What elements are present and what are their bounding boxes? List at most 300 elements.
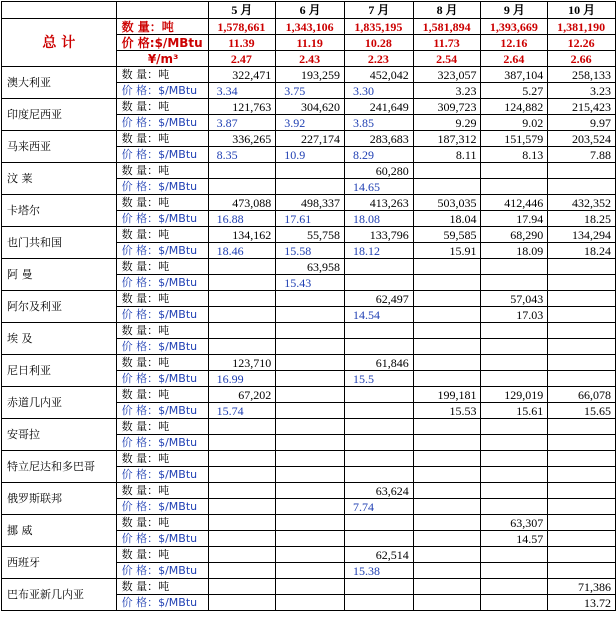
price-label: 价 格：$/MBtu: [116, 275, 208, 291]
quantity-cell: [413, 419, 481, 435]
price-cell: [481, 595, 548, 611]
price-label: 价 格：$/MBtu: [116, 563, 208, 579]
price-cell: 3.34: [208, 83, 276, 99]
price-cell: 15.58: [276, 243, 345, 259]
price-cell: [481, 499, 548, 515]
quantity-label: 数 量：吨: [116, 163, 208, 179]
quantity-cell: 63,624: [345, 483, 414, 499]
price-cell: 18.09: [481, 243, 548, 259]
price-cell: [548, 179, 616, 195]
price-label: 价 格：$/MBtu: [116, 467, 208, 483]
quantity-cell: [276, 419, 345, 435]
total-price-value: 12.26: [548, 35, 616, 51]
price-cell: 18.12: [345, 243, 414, 259]
total-quantity-value: 1,393,669: [481, 19, 548, 35]
country-quantity-row: [2, 99, 616, 115]
price-cell: 13.72: [548, 595, 616, 611]
price-label: 价 格：$/MBtu: [116, 339, 208, 355]
price-cell: [481, 467, 548, 483]
month-header: 7 月: [345, 2, 414, 19]
quantity-cell: [276, 515, 345, 531]
country-name: 巴布亚新几内亚: [2, 579, 117, 611]
price-cell: 18.24: [548, 243, 616, 259]
quantity-cell: 283,683: [345, 131, 414, 147]
month-header: 9 月: [481, 2, 548, 19]
quantity-cell: 322,471: [208, 67, 276, 83]
price-cell: [208, 499, 276, 515]
country-quantity-row: [2, 67, 616, 83]
quantity-label: 数 量：吨: [116, 547, 208, 563]
quantity-label: 数 量：吨: [116, 131, 208, 147]
quantity-cell: 124,882: [481, 99, 548, 115]
price-cell: 15.65: [548, 403, 616, 419]
price-cell: [345, 275, 414, 291]
price-cell: 3.87: [208, 115, 276, 131]
quantity-cell: [413, 259, 481, 275]
quantity-cell: [345, 451, 414, 467]
quantity-cell: [345, 259, 414, 275]
quantity-label: 数 量：吨: [116, 451, 208, 467]
price-cell: 8.29: [345, 147, 414, 163]
country-name: 尼日利亚: [2, 355, 117, 387]
total-rmb-value: 2.23: [345, 51, 414, 67]
country-quantity-row: [2, 483, 616, 499]
price-cell: 9.02: [481, 115, 548, 131]
lng-import-table: [1, 1, 616, 611]
country-name: 西班牙: [2, 547, 117, 579]
price-cell: 5.27: [481, 83, 548, 99]
quantity-cell: [208, 579, 276, 595]
total-price-value: 10.28: [345, 35, 414, 51]
quantity-cell: 215,423: [548, 99, 616, 115]
quantity-cell: [481, 419, 548, 435]
quantity-cell: 66,078: [548, 387, 616, 403]
quantity-cell: [276, 579, 345, 595]
quantity-cell: [345, 419, 414, 435]
total-price-value: 11.73: [413, 35, 481, 51]
country-quantity-row: [2, 227, 616, 243]
quantity-cell: [413, 515, 481, 531]
quantity-cell: 63,958: [276, 259, 345, 275]
quantity-cell: 241,649: [345, 99, 414, 115]
month-header: 5 月: [208, 2, 276, 19]
price-cell: 17.03: [481, 307, 548, 323]
quantity-cell: [413, 579, 481, 595]
price-label: 价 格：$/MBtu: [116, 403, 208, 419]
quantity-cell: 63,307: [481, 515, 548, 531]
quantity-cell: [276, 483, 345, 499]
price-cell: 15.61: [481, 403, 548, 419]
price-label: 价 格：$/MBtu: [116, 531, 208, 547]
quantity-cell: 129,019: [481, 387, 548, 403]
country-quantity-row: [2, 387, 616, 403]
quantity-cell: [548, 163, 616, 179]
country-name: 赤道几内亚: [2, 387, 117, 419]
price-cell: 7.74: [345, 499, 414, 515]
country-name: 印度尼西亚: [2, 99, 117, 131]
price-cell: [208, 563, 276, 579]
country-quantity-row: [2, 419, 616, 435]
quantity-cell: [276, 547, 345, 563]
price-cell: 3.92: [276, 115, 345, 131]
quantity-cell: [345, 579, 414, 595]
price-cell: [413, 563, 481, 579]
quantity-cell: 55,758: [276, 227, 345, 243]
price-cell: [345, 595, 414, 611]
price-cell: 3.23: [413, 83, 481, 99]
country-name: 特立尼达和多巴哥: [2, 451, 117, 483]
total-rmb-value: 2.54: [413, 51, 481, 67]
quantity-cell: 432,352: [548, 195, 616, 211]
quantity-cell: [208, 259, 276, 275]
quantity-cell: [481, 547, 548, 563]
quantity-label: 数 量：吨: [116, 291, 208, 307]
quantity-cell: [481, 579, 548, 595]
quantity-label: 数 量：吨: [116, 99, 208, 115]
quantity-cell: [548, 547, 616, 563]
price-label: 价 格：$/MBtu: [116, 435, 208, 451]
price-cell: 3.30: [345, 83, 414, 99]
price-cell: [345, 339, 414, 355]
quantity-cell: [548, 323, 616, 339]
price-cell: 8.11: [413, 147, 481, 163]
quantity-cell: [481, 259, 548, 275]
price-cell: [481, 179, 548, 195]
quantity-cell: 473,088: [208, 195, 276, 211]
quantity-cell: 227,174: [276, 131, 345, 147]
price-cell: [276, 531, 345, 547]
quantity-cell: 193,259: [276, 67, 345, 83]
quantity-cell: 62,514: [345, 547, 414, 563]
total-price-value: 11.39: [208, 35, 276, 51]
quantity-cell: 387,104: [481, 67, 548, 83]
price-cell: [548, 499, 616, 515]
price-cell: [413, 435, 481, 451]
quantity-cell: [413, 323, 481, 339]
price-cell: [548, 531, 616, 547]
price-cell: [413, 371, 481, 387]
quantity-cell: [548, 259, 616, 275]
quantity-cell: [413, 547, 481, 563]
price-label: 价 格：$/MBtu: [116, 115, 208, 131]
quantity-label: 数 量：吨: [116, 67, 208, 83]
total-quantity-value: 1,578,661: [208, 19, 276, 35]
country-name: 挪 威: [2, 515, 117, 547]
total-rmb-value: 2.47: [208, 51, 276, 67]
quantity-cell: [413, 291, 481, 307]
quantity-label: 数 量：吨: [116, 355, 208, 371]
total-price-value: 12.16: [481, 35, 548, 51]
price-cell: [413, 307, 481, 323]
price-cell: [276, 595, 345, 611]
price-cell: 18.08: [345, 211, 414, 227]
price-cell: [345, 531, 414, 547]
quantity-cell: 57,043: [481, 291, 548, 307]
quantity-cell: 413,263: [345, 195, 414, 211]
quantity-cell: 258,133: [548, 67, 616, 83]
price-cell: 8.13: [481, 147, 548, 163]
price-cell: 18.46: [208, 243, 276, 259]
price-cell: [345, 467, 414, 483]
quantity-cell: [208, 483, 276, 499]
price-cell: [548, 307, 616, 323]
price-cell: 15.53: [413, 403, 481, 419]
country-name: 马来西亚: [2, 131, 117, 163]
quantity-cell: 121,763: [208, 99, 276, 115]
quantity-cell: [276, 355, 345, 371]
quantity-cell: [548, 483, 616, 499]
total-rmb-value: 2.64: [481, 51, 548, 67]
total-quantity-value: 1,381,190: [548, 19, 616, 35]
quantity-cell: [481, 483, 548, 499]
quantity-cell: 203,524: [548, 131, 616, 147]
quantity-cell: [276, 387, 345, 403]
quantity-cell: [481, 323, 548, 339]
quantity-cell: [548, 515, 616, 531]
price-cell: [481, 435, 548, 451]
price-cell: [413, 467, 481, 483]
price-label: 价 格：$/MBtu: [116, 83, 208, 99]
quantity-cell: [481, 355, 548, 371]
price-cell: [208, 339, 276, 355]
quantity-cell: [208, 419, 276, 435]
total-rmb-label: ¥/m³: [116, 51, 208, 67]
quantity-cell: [345, 323, 414, 339]
quantity-cell: [345, 387, 414, 403]
quantity-cell: [208, 547, 276, 563]
total-quantity-label: 数 量：吨: [116, 19, 208, 35]
price-cell: 17.61: [276, 211, 345, 227]
quantity-cell: [413, 355, 481, 371]
price-cell: 15.91: [413, 243, 481, 259]
header-blank-label: [116, 2, 208, 19]
country-quantity-row: [2, 259, 616, 275]
quantity-cell: 498,337: [276, 195, 345, 211]
price-cell: [413, 179, 481, 195]
price-label: 价 格：$/MBtu: [116, 179, 208, 195]
quantity-cell: [276, 291, 345, 307]
price-cell: [481, 563, 548, 579]
quantity-cell: [276, 451, 345, 467]
quantity-cell: [208, 451, 276, 467]
country-name: 卡塔尔: [2, 195, 117, 227]
quantity-cell: [413, 451, 481, 467]
price-cell: [276, 339, 345, 355]
country-name: 埃 及: [2, 323, 117, 355]
price-cell: 3.23: [548, 83, 616, 99]
quantity-cell: 68,290: [481, 227, 548, 243]
total-price-value: 11.19: [276, 35, 345, 51]
country-name: 安哥拉: [2, 419, 117, 451]
price-label: 价 格：$/MBtu: [116, 147, 208, 163]
quantity-cell: 323,057: [413, 67, 481, 83]
month-header: 10 月: [548, 2, 616, 19]
country-quantity-row: [2, 579, 616, 595]
price-cell: [413, 339, 481, 355]
quantity-cell: [208, 515, 276, 531]
quantity-label: 数 量：吨: [116, 195, 208, 211]
price-cell: 3.75: [276, 83, 345, 99]
price-cell: [276, 307, 345, 323]
country-name: 澳大利亚: [2, 67, 117, 99]
price-cell: 14.54: [345, 307, 414, 323]
price-cell: [208, 307, 276, 323]
price-cell: 15.5: [345, 371, 414, 387]
quantity-label: 数 量：吨: [116, 259, 208, 275]
country-quantity-row: [2, 355, 616, 371]
country-name: 阿 曼: [2, 259, 117, 291]
price-label: 价 格：$/MBtu: [116, 371, 208, 387]
price-cell: [548, 339, 616, 355]
price-cell: [548, 467, 616, 483]
price-cell: [548, 371, 616, 387]
price-cell: [276, 179, 345, 195]
price-cell: 14.57: [481, 531, 548, 547]
quantity-cell: 412,446: [481, 195, 548, 211]
price-cell: 14.65: [345, 179, 414, 195]
price-cell: [208, 275, 276, 291]
quantity-cell: 503,035: [413, 195, 481, 211]
country-quantity-row: [2, 291, 616, 307]
price-cell: [276, 467, 345, 483]
quantity-cell: 67,202: [208, 387, 276, 403]
quantity-label: 数 量：吨: [116, 227, 208, 243]
price-cell: [276, 371, 345, 387]
quantity-cell: [276, 323, 345, 339]
quantity-cell: [208, 323, 276, 339]
total-rmb-value: 2.43: [276, 51, 345, 67]
quantity-cell: 199,181: [413, 387, 481, 403]
country-quantity-row: [2, 163, 616, 179]
country-name: 也门共和国: [2, 227, 117, 259]
price-cell: 17.94: [481, 211, 548, 227]
price-cell: [548, 275, 616, 291]
price-cell: [208, 531, 276, 547]
country-quantity-row: [2, 451, 616, 467]
price-label: 价 格：$/MBtu: [116, 499, 208, 515]
country-name: 俄罗斯联邦: [2, 483, 117, 515]
country-quantity-row: [2, 547, 616, 563]
quantity-cell: 336,265: [208, 131, 276, 147]
price-cell: [548, 435, 616, 451]
quantity-cell: [548, 451, 616, 467]
price-cell: 9.29: [413, 115, 481, 131]
price-label: 价 格：$/MBtu: [116, 595, 208, 611]
country-quantity-row: [2, 131, 616, 147]
country-quantity-row: [2, 323, 616, 339]
quantity-cell: 59,585: [413, 227, 481, 243]
quantity-cell: 62,497: [345, 291, 414, 307]
price-cell: 10.9: [276, 147, 345, 163]
price-cell: [345, 403, 414, 419]
price-cell: 16.99: [208, 371, 276, 387]
price-cell: [413, 499, 481, 515]
country-quantity-row: [2, 195, 616, 211]
country-quantity-row: [2, 515, 616, 531]
price-cell: 15.38: [345, 563, 414, 579]
header-row: [2, 2, 616, 19]
quantity-cell: [276, 163, 345, 179]
price-cell: [413, 531, 481, 547]
price-cell: [345, 435, 414, 451]
quantity-cell: [548, 291, 616, 307]
price-cell: [276, 499, 345, 515]
price-cell: 3.85: [345, 115, 414, 131]
quantity-cell: 61,846: [345, 355, 414, 371]
price-cell: [413, 595, 481, 611]
price-cell: [208, 467, 276, 483]
quantity-label: 数 量：吨: [116, 387, 208, 403]
quantity-cell: [481, 163, 548, 179]
quantity-cell: 134,294: [548, 227, 616, 243]
price-cell: [276, 403, 345, 419]
price-cell: 16.88: [208, 211, 276, 227]
quantity-cell: [548, 419, 616, 435]
total-quantity-row: [2, 19, 616, 35]
price-cell: [276, 563, 345, 579]
price-cell: [481, 371, 548, 387]
quantity-cell: 304,620: [276, 99, 345, 115]
price-cell: [481, 339, 548, 355]
quantity-label: 数 量：吨: [116, 323, 208, 339]
price-cell: [208, 595, 276, 611]
total-label: 总 计: [2, 19, 117, 67]
price-cell: [413, 275, 481, 291]
price-cell: [208, 435, 276, 451]
price-cell: 8.35: [208, 147, 276, 163]
total-quantity-value: 1,343,106: [276, 19, 345, 35]
price-cell: [208, 179, 276, 195]
price-cell: [276, 435, 345, 451]
total-price-label: 价 格:$/MBtu: [116, 35, 208, 51]
total-rmb-value: 2.66: [548, 51, 616, 67]
total-quantity-value: 1,835,195: [345, 19, 414, 35]
quantity-cell: [208, 291, 276, 307]
month-header: 8 月: [413, 2, 481, 19]
total-quantity-value: 1,581,894: [413, 19, 481, 35]
price-cell: 18.04: [413, 211, 481, 227]
price-cell: [548, 563, 616, 579]
quantity-cell: [548, 355, 616, 371]
quantity-cell: 151,579: [481, 131, 548, 147]
price-label: 价 格：$/MBtu: [116, 307, 208, 323]
quantity-label: 数 量：吨: [116, 483, 208, 499]
quantity-cell: 309,723: [413, 99, 481, 115]
quantity-cell: [413, 483, 481, 499]
quantity-cell: [413, 163, 481, 179]
quantity-label: 数 量：吨: [116, 579, 208, 595]
price-cell: 9.97: [548, 115, 616, 131]
quantity-cell: 71,386: [548, 579, 616, 595]
price-label: 价 格：$/MBtu: [116, 243, 208, 259]
quantity-cell: 123,710: [208, 355, 276, 371]
quantity-cell: 133,796: [345, 227, 414, 243]
price-cell: 15.74: [208, 403, 276, 419]
country-name: 汶 莱: [2, 163, 117, 195]
header-blank-country: [2, 2, 117, 19]
quantity-cell: 452,042: [345, 67, 414, 83]
quantity-cell: [208, 163, 276, 179]
month-header: 6 月: [276, 2, 345, 19]
quantity-cell: [345, 515, 414, 531]
price-cell: 15.43: [276, 275, 345, 291]
quantity-cell: 134,162: [208, 227, 276, 243]
country-name: 阿尔及利亚: [2, 291, 117, 323]
quantity-cell: 60,280: [345, 163, 414, 179]
price-cell: 7.88: [548, 147, 616, 163]
quantity-label: 数 量：吨: [116, 515, 208, 531]
price-cell: 18.25: [548, 211, 616, 227]
